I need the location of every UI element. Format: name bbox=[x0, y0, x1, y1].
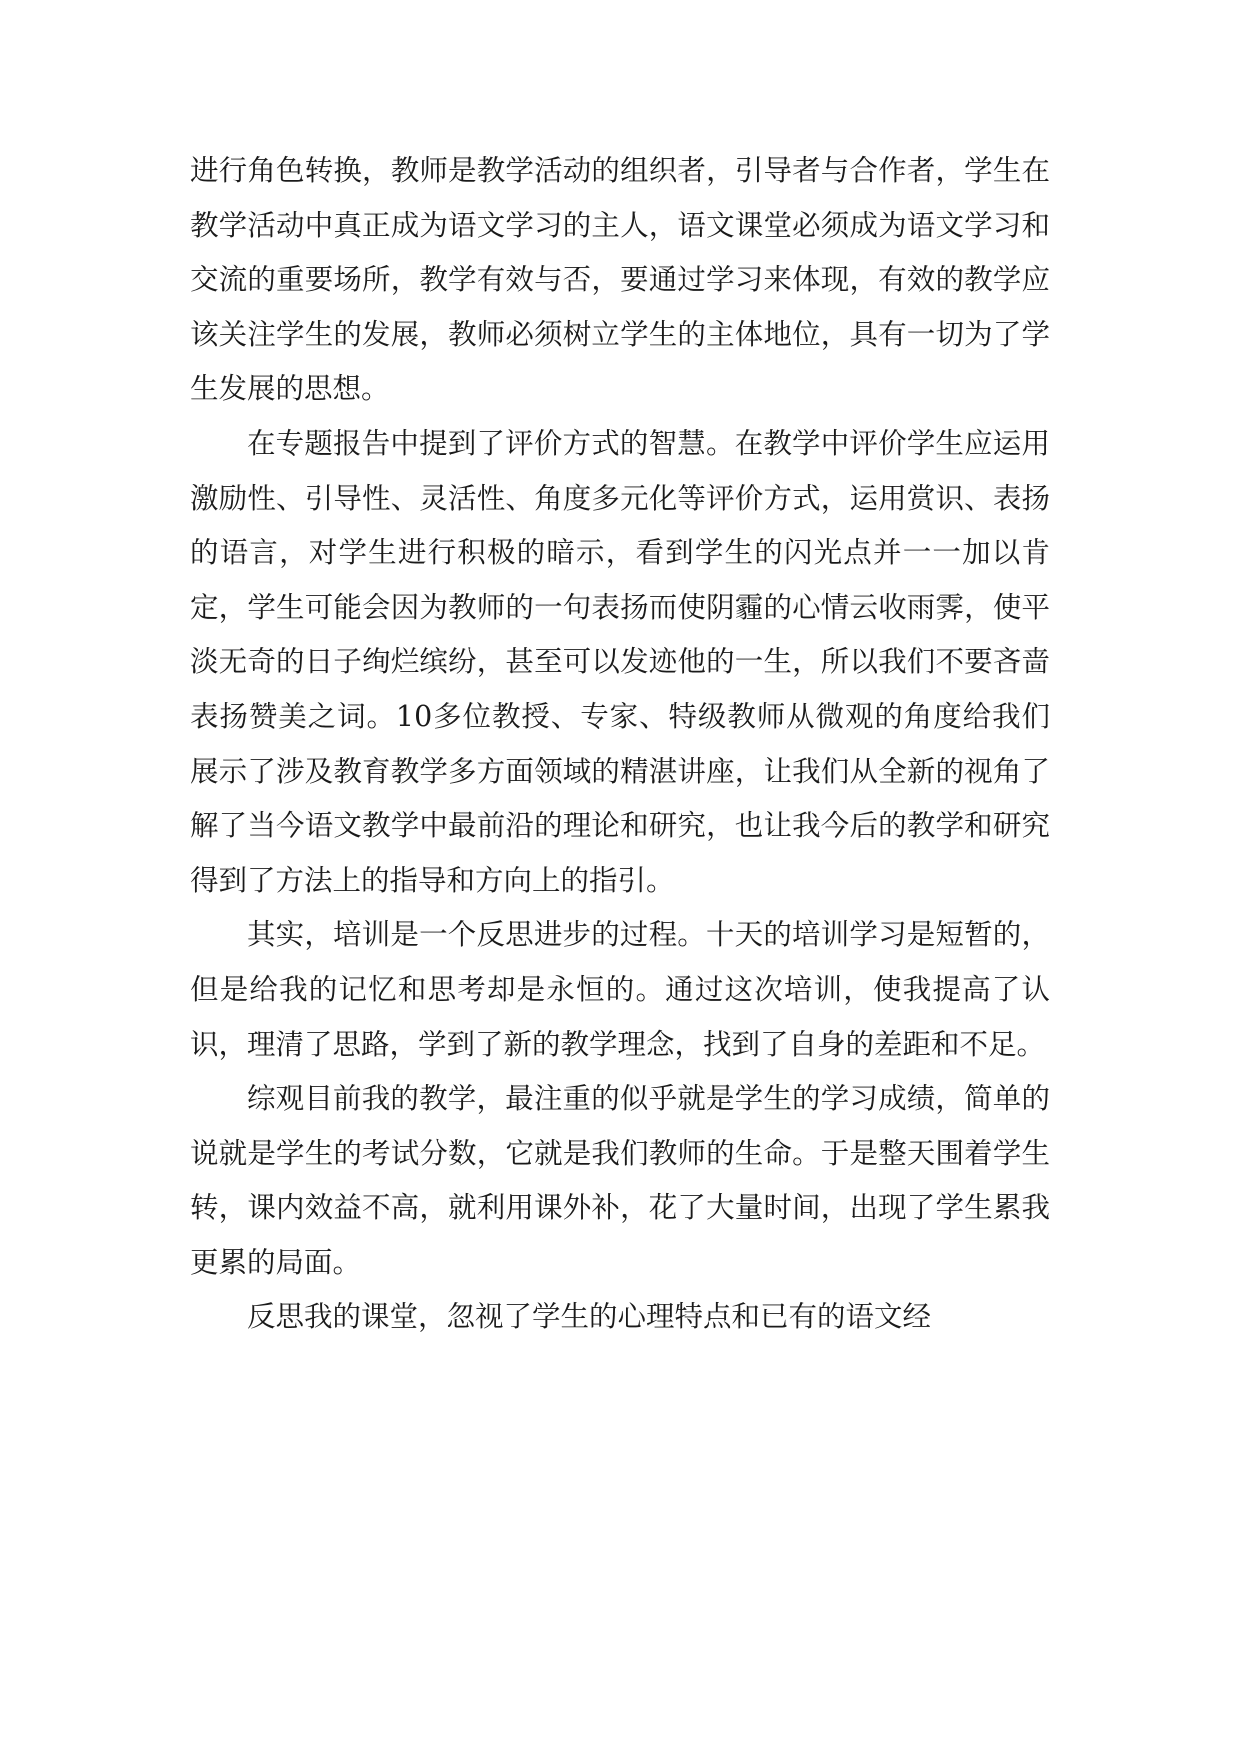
paragraph: 其实，培训是一个反思进步的过程。十天的培训学习是短暂的，但是给我的记忆和思考却是永恒的。通过这次培训，使我提高了认识，理清了思路，学到了新的教学理念，找到了自身的差距和不足。 bbox=[190, 918, 1050, 1061]
paragraph: 进行角色转换，教师是教学活动的组织者，引导者与合作者，学生在教学活动中真正成为语文学习的主人，语文课堂必须成为语文学习和交流的重要场所，教学有效与否，要通过学习来体现，有效的教学应该关注学生的发展，教师必须树立学生的主体地位，具有一切为了学生发展的思想。 bbox=[190, 154, 1050, 406]
paragraph: 综观目前我的教学，最注重的似乎就是学生的学习成绩，简单的说就是学生的考试分数，它就是我们教师的生命。于是整天围着学生转，课内效益不高，就利用课外补，花了大量时间，出现了学生累我更累的局面。 bbox=[190, 1082, 1050, 1279]
paragraph: 反思我的课堂，忽视了学生的心理特点和已有的语文经 bbox=[247, 1300, 932, 1334]
paragraph: 在专题报告中提到了评价方式的智慧。在教学中评价学生应运用激励性、引导性、灵活性、角度多元化等评价方式，运用赏识、表扬的语言，对学生进行积极的暗示，看到学生的闪光点并一一加以肯定，学生可能会因为教师的一句表扬而使阴霾的心情云收雨霁，使平淡无奇的日子绚烂缤纷，甚至可以发迹他的一生，所以我们不要吝啬表扬赞美之词。10多位教授、专家、特级教师从微观的角度给我们展示了涉及教育教学多方面领域的精湛讲座，让我们从全新的视角了解了当今语文教学中最前沿的理论和研究，也让我今后的教学和研究得到了方法上的指导和方向上的指引。 bbox=[190, 426, 1050, 897]
document-page bbox=[190, 144, 1050, 1345]
